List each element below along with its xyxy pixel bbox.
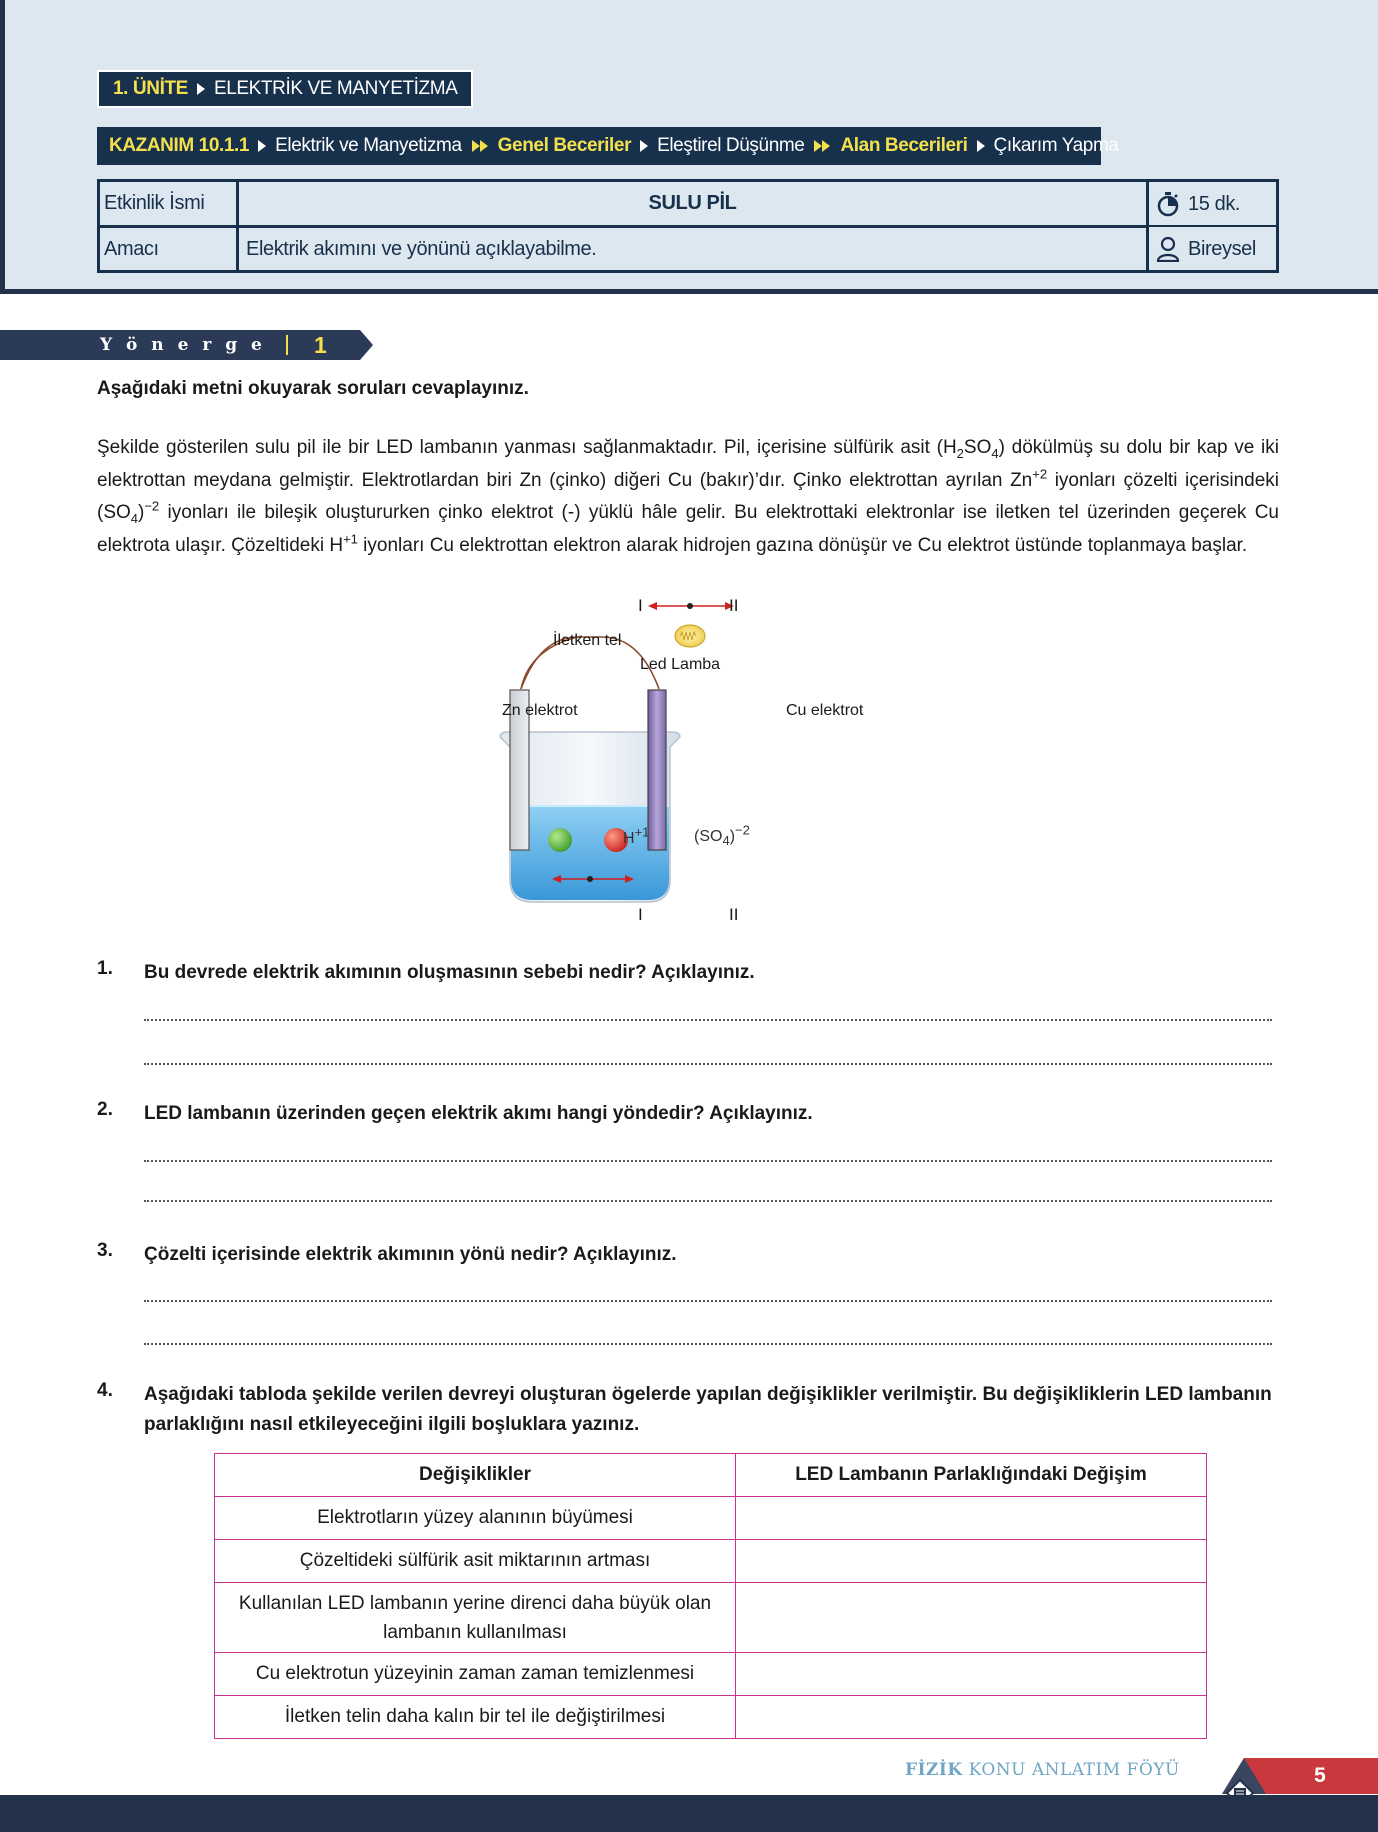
answer-line[interactable] <box>144 1200 1272 1202</box>
activity-name-label: Etkinlik İsmi <box>104 192 205 214</box>
changes-table <box>214 1453 1207 1739</box>
answer-cell[interactable] <box>736 1583 1207 1653</box>
table-row <box>215 1583 1207 1653</box>
direction-label-i-top: I <box>638 596 643 615</box>
duration-value: 15 dk. <box>1188 192 1241 215</box>
change-cell: Kullanılan LED lambanın yerine direnci daha büyük olan lambanın kullanılması <box>215 1583 736 1653</box>
footer-series-text: FİZİK KONU ANLATIM FÖYÜ <box>905 1760 1180 1780</box>
triangle-right-icon <box>258 140 266 152</box>
genel-beceriler-label: Genel Beceriler <box>497 135 632 156</box>
change-cell: İletken telin daha kalın bir tel ile değiştirilmesi <box>215 1696 736 1739</box>
h-ion-label: $H^{+1}$ <box>623 824 650 847</box>
table-row <box>215 1497 1207 1540</box>
table-header: LED Lambanın Parlaklığındaki Değişim <box>736 1454 1207 1497</box>
table-row <box>215 1696 1207 1739</box>
mode-cell <box>1156 228 1276 270</box>
answer-line[interactable] <box>144 1343 1272 1345</box>
galvanic-cell-figure <box>490 592 910 942</box>
direction-label-ii-bottom: II <box>729 905 739 924</box>
cu-electrode-label: Cu elektrot <box>786 702 864 719</box>
alan-becerileri-value: Çıkarım Yapma <box>993 135 1119 156</box>
change-cell: Cu elektrotun yüzeyinin zaman zaman temizlenmesi <box>215 1653 736 1696</box>
instruction-number: 1 <box>314 332 327 358</box>
double-triangle-icon <box>472 140 488 152</box>
answer-line[interactable] <box>144 1019 1272 1021</box>
answer-cell[interactable] <box>736 1653 1207 1696</box>
wire-label: İletken tel <box>553 632 622 649</box>
instruction-banner <box>0 330 373 360</box>
answer-line[interactable] <box>144 1160 1272 1162</box>
table-header: Değişiklikler <box>215 1454 736 1497</box>
answer-cell[interactable] <box>736 1696 1207 1739</box>
so4-ion-label: $(SO_4)^{-2}$ <box>694 822 750 849</box>
led-lamp-icon <box>675 625 705 647</box>
unit-bar <box>97 70 473 108</box>
triangle-right-icon <box>197 83 205 95</box>
solution <box>511 806 669 900</box>
alan-becerileri-label: Alan Becerileri <box>840 135 968 156</box>
direction-arrow-top <box>648 602 734 610</box>
kazanim-topic: Elektrik ve Manyetizma <box>275 135 462 156</box>
answer-line[interactable] <box>144 1300 1272 1302</box>
direction-label-i-bottom: I <box>638 905 643 924</box>
h-ion-ball <box>548 828 572 852</box>
instruction-label: Y ö n e r g e <box>100 335 266 355</box>
mode-value: Bireysel <box>1188 237 1256 260</box>
direction-label-ii-top: II <box>729 596 739 615</box>
change-cell: Elektrotların yüzey alanının büyümesi <box>215 1497 736 1540</box>
activity-name-value: SULU PİL <box>648 192 737 214</box>
genel-beceriler-value: Eleştirel Düşünme <box>657 135 805 156</box>
cu-electrode <box>648 690 666 850</box>
zn-electrode-label: Zn elektrot <box>502 702 578 719</box>
page-number: 5 <box>1314 1764 1326 1787</box>
answer-cell[interactable] <box>736 1497 1207 1540</box>
unit-number: 1. ÜNİTE <box>113 78 188 99</box>
double-triangle-icon <box>814 140 830 152</box>
triangle-right-icon <box>977 140 985 152</box>
activity-aim-label: Amacı <box>104 238 159 260</box>
duration-cell <box>1156 184 1276 224</box>
lamp-label: Led Lamba <box>640 656 721 673</box>
person-icon <box>1156 236 1180 262</box>
unit-title: ELEKTRİK VE MANYETİZMA <box>213 78 458 99</box>
change-cell: Çözeltideki sülfürik asit miktarının artması <box>215 1540 736 1583</box>
answer-cell[interactable] <box>736 1540 1207 1583</box>
kazanim-bar <box>97 127 1119 165</box>
instruction-intro: Aşağıdaki metni okuyarak soruları cevaplayınız. <box>97 378 529 399</box>
table-row <box>215 1653 1207 1696</box>
activity-aim-value: Elektrik akımını ve yönünü açıklayabilme. <box>246 238 597 260</box>
answer-line[interactable] <box>144 1063 1272 1065</box>
triangle-right-icon <box>640 140 648 152</box>
table-row <box>215 1540 1207 1583</box>
kazanim-code: KAZANIM 10.1.1 <box>109 135 250 156</box>
footer-bar <box>0 1795 1378 1832</box>
stopwatch-icon <box>1156 191 1180 217</box>
page-number-tab <box>1222 1758 1378 1794</box>
activity-info-table <box>97 179 1279 273</box>
reading-paragraph: Şekilde gösterilen sulu pil ile bir LED lambanın yanması sağlanmaktadır. Pil, içerisine sülfürik asit $(H_2SO_4)$ dökülmüş su dolu bir kap ve iki elektrottan meydana gelmiştir. Elektrotlardan biri Zn (çinko) diğeri Cu (bakır)’dır. Çinko elektrottan ayrılan $Zn^{+2}$ iyonları çözelti içerisindeki $(SO_4)^{-2}$ iyonları ile bileşik oluştururken çinko elektrot (-) yüklü hâle gelir. Bu elektrottaki elektronlar ise iletken tel üzerinden geçerek Cu elektrota ulaşır. Çözeltideki $H^{+1}$ iyonları Cu elektrottan elektron alarak hidrojen gazına dönüşür ve Cu elektrot üstünde toplanmaya başlar. <box>97 437 1279 556</box>
